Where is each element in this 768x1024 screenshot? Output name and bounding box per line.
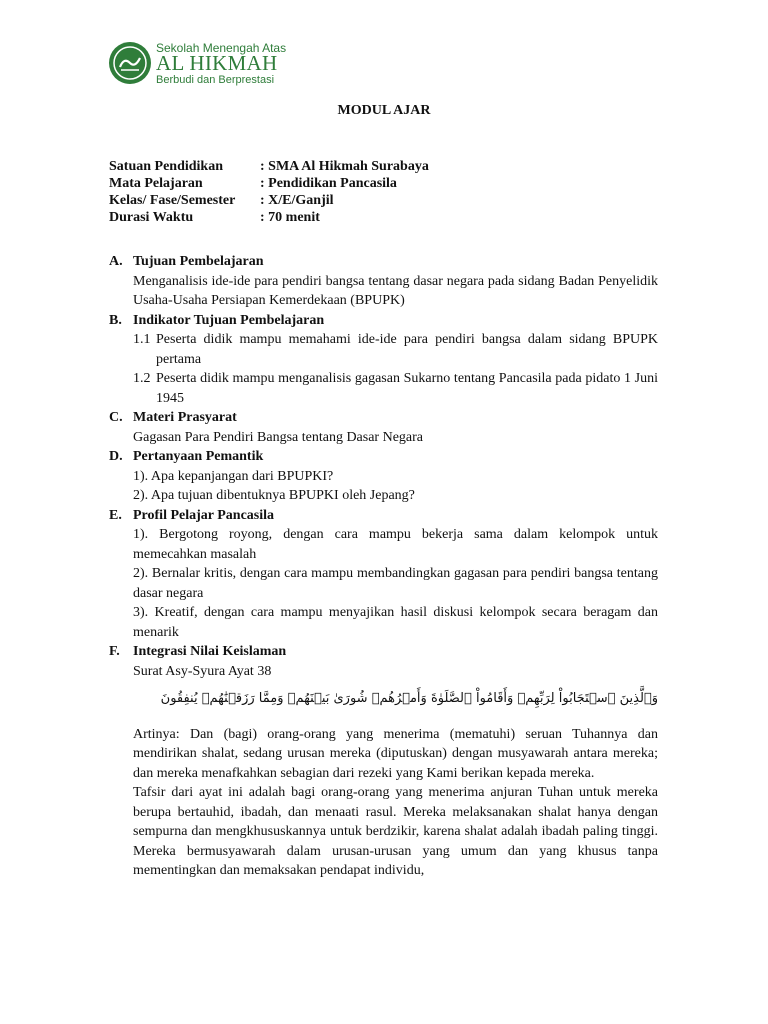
- item-text: Peserta didik mampu memahami ide-ide para pendiri bangsa dalam sidang BPUPK pertama: [156, 332, 658, 367]
- section-letter: C.: [109, 410, 123, 425]
- page-title: MODUL AJAR: [337, 103, 431, 118]
- profile-item: 3). Kreatif, dengan cara mampu menyajikan hasil diskusi kelompok secara beragam dan menarik: [133, 605, 658, 640]
- indicator-item: [109, 330, 658, 369]
- profile-item: 2). Bernalar kritis, dengan cara mampu membandingkan gagasan para pendiri bangsa tentang dasar negara: [133, 566, 658, 601]
- section-letter: E.: [109, 507, 122, 523]
- item-number: 1.1: [133, 332, 151, 347]
- info-label: Satuan Pendidikan: [109, 159, 223, 174]
- section-title: Profil Pelajar Pancasila: [133, 507, 275, 523]
- info-row: [109, 209, 429, 226]
- verse-translation: Artinya: Dan (bagi) orang-orang yang menerima (mematuhi) seruan Tuhannya dan mendirikan shalat, sedang urusan mereka (diputuskan) dengan musyawarah antara mereka; dan mereka menafkahkan sebagian dari rezeki yang Kami berikan kepada mereka.: [133, 726, 658, 781]
- logo-tagline: Berbudi dan Berprestasi: [156, 74, 275, 86]
- section-heading-c: [109, 408, 658, 428]
- section-title: Tujuan Pembelajaran: [133, 254, 264, 269]
- section-a-text: Menganalisis ide-ide para pendiri bangsa tentang dasar negara pada sidang Badan Penyelidik Usaha-Usaha Persiapan Kemerdekaan (BPUPK): [133, 273, 658, 308]
- info-row: [109, 175, 429, 192]
- arabic-verse: وَٱلَّذِينَ ٱسۡتَجَابُواْ لِرَبِّهِمۡ وَأَقَامُواْ ٱلصَّلَوٰةَ وَأَمۡرُهُمۡ شُورَىٰ بَيۡنَهُمۡ وَمِمَّا رَزَقۡنَٰهُمۡ يُنفِقُونَ: [160, 691, 658, 706]
- school-logo: [108, 41, 288, 89]
- section-title: Indikator Tujuan Pembelajaran: [133, 312, 325, 328]
- module-content: [109, 252, 658, 881]
- section-heading-b: [109, 311, 658, 331]
- info-label: Kelas/ Fase/Semester: [109, 193, 236, 208]
- section-c-text: Gagasan Para Pendiri Bangsa tentang Dasar Negara: [133, 429, 424, 445]
- section-letter: D.: [109, 449, 123, 464]
- module-info: [109, 158, 429, 226]
- logo-subtitle: Sekolah Menengah Atas: [156, 41, 287, 55]
- info-row: [109, 192, 429, 209]
- surah-reference: Surat Asy-Syura Ayat 38: [133, 663, 272, 679]
- section-letter: B.: [109, 312, 122, 328]
- section-heading-f: [109, 642, 658, 662]
- info-value: : 70 menit: [260, 210, 320, 225]
- indicator-item: [109, 369, 658, 408]
- verse-tafsir: Tafsir dari ayat ini adalah bagi orang-orang yang menerima anjuran Tuhan untuk mereka berupa bertauhid, ibadah, dan menaati rasul. Mereka melaksanakan shalat hanya dengan sempurna dan mengkhususkannya untuk berdzikir, karena shalat adalah ibadah paling tinggi. Mereka bermusyawarah dalam urusan-urusan yang umum dan yang khusus tanpa mementingkan dan memaksakan pendapat individu,: [133, 785, 658, 878]
- section-heading-a: [109, 252, 658, 272]
- info-label: Mata Pelajaran: [109, 176, 203, 191]
- logo-name: AL HIKMAH: [156, 51, 278, 75]
- info-label: Durasi Waktu: [109, 210, 194, 225]
- info-value: : Pendidikan Pancasila: [260, 176, 397, 191]
- section-letter: A.: [109, 254, 123, 269]
- section-title: Materi Prasyarat: [133, 410, 237, 425]
- info-row: [109, 158, 429, 175]
- profile-item: 1). Bergotong royong, dengan cara mampu bekerja sama dalam kelompok untuk memecahkan masalah: [133, 527, 658, 562]
- section-heading-e: [109, 506, 658, 526]
- section-heading-d: [109, 447, 658, 467]
- section-letter: F.: [109, 644, 120, 659]
- item-text: Peserta didik mampu menganalisis gagasan Sukarno tentang Pancasila pada pidato 1 Juni 1945: [156, 371, 658, 406]
- info-value: : SMA Al Hikmah Surabaya: [260, 159, 429, 174]
- item-number: 1.2: [133, 371, 151, 386]
- section-title: Integrasi Nilai Keislaman: [133, 644, 287, 659]
- section-title: Pertanyaan Pemantik: [133, 449, 264, 464]
- question-item: 1). Apa kepanjangan dari BPUPKI?: [133, 468, 334, 484]
- question-item: 2). Apa tujuan dibentuknya BPUPKI oleh Jepang?: [133, 488, 415, 503]
- info-value: : X/E/Ganjil: [260, 193, 334, 208]
- school-emblem-icon: [108, 41, 152, 85]
